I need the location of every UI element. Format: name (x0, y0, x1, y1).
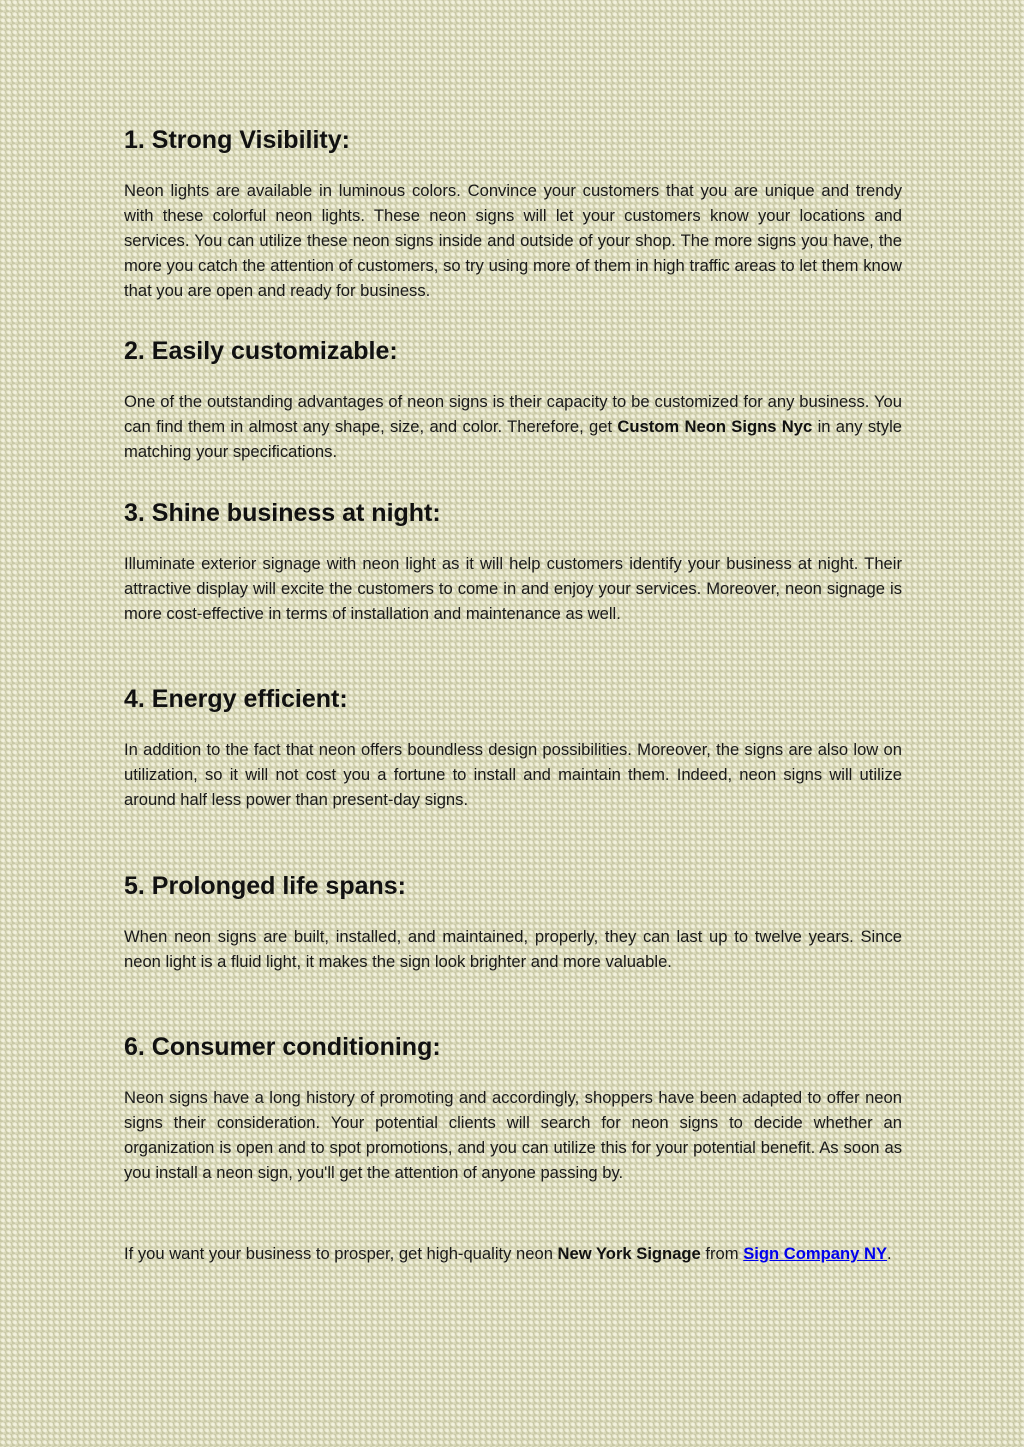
section-body: When neon signs are built, installed, and maintained, properly, they can last up to twelve years. Since neon light is a fluid light, it makes the sign look brighter and more valuable. (124, 927, 902, 971)
section-easily-customizable (124, 336, 902, 464)
section-heading: 3. Shine business at night: (124, 499, 441, 527)
section-body: Illuminate exterior signage with neon light as it will help customers identify your business at night. Their attractive display will excite the customers to come in and enjoy your services. Moreover, neon signage is more cost-effective in terms of installation and maintenance as well. (124, 554, 902, 623)
closing-paragraph (124, 1241, 902, 1266)
section-shine-business (124, 498, 902, 626)
section-strong-visibility (124, 125, 902, 303)
body-text: in any style matching your specifications. (124, 417, 903, 461)
section-body (124, 389, 902, 464)
section-body: Neon lights are available in luminous colors. Convince your customers that you are unique and trendy with these colorful neon lights. These neon signs will let your customers know your locations and services. You can utilize these neon signs inside and outside of your shop. The more signs you have, the more you catch the attention of customers, so try using more of them in high traffic areas to let them know that you are open and ready for business. (124, 181, 902, 300)
section-heading: 1. Strong Visibility: (124, 126, 350, 154)
section-heading: 4. Energy efficient: (124, 685, 348, 713)
bold-keyword: Custom Neon Signs Nyc (617, 417, 813, 436)
closing-text (124, 1241, 902, 1266)
section-heading: 5. Prolonged life spans: (124, 872, 406, 900)
body-text: If you want your business to prosper, get high-quality neon (124, 1244, 558, 1263)
bold-keyword: New York Signage (557, 1244, 701, 1263)
sign-company-link[interactable]: Sign Company NY (743, 1244, 888, 1263)
section-consumer-conditioning (124, 1032, 902, 1185)
section-body: In addition to the fact that neon offers boundless design possibilities. Moreover, the signs are also low on utilization, so it will not cost you a fortune to install and maintain them. Indeed, neon signs will utilize around half less power than present-day signs. (124, 740, 902, 809)
body-text: One of the outstanding advantages of neon signs is their capacity to be customized for any business. You can find them in almost any shape, size, and color. Therefore, get (124, 392, 902, 436)
section-heading: 6. Consumer conditioning: (124, 1033, 441, 1061)
body-text: . (887, 1244, 892, 1263)
section-heading: 2. Easily customizable: (124, 337, 398, 365)
section-prolonged-life (124, 871, 902, 974)
body-text: from (700, 1244, 744, 1263)
section-energy-efficient (124, 684, 902, 812)
section-body: Neon signs have a long history of promoting and accordingly, shoppers have been adapted to offer neon signs their consideration. Your potential clients will search for neon signs to decide whether an organization is open and to spot promotions, and you can utilize this for your potential benefit. As soon as you install a neon sign, you'll get the attention of anyone passing by. (124, 1088, 902, 1182)
